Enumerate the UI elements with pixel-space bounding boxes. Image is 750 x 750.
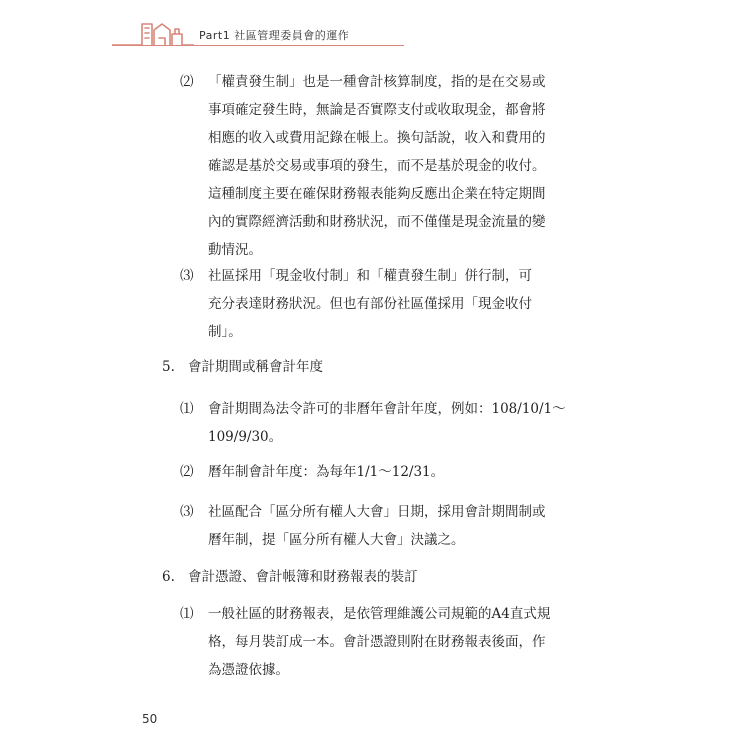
page-number: 50 [142, 712, 158, 726]
header-title: Part1 社區管理委員會的運作 [199, 29, 350, 42]
list-item-line: 為憑證依據。 [208, 662, 289, 678]
list-item-marker: ⑵ [180, 74, 194, 90]
list-item-marker: ⑵ [180, 464, 194, 480]
list-item-line: 確認是基於交易或事項的發生，而不是基於現金的收付。 [208, 158, 546, 174]
list-item-line: 這種制度主要在確保財務報表能夠反應出企業在特定期間 [208, 186, 546, 202]
header-rule [112, 45, 404, 46]
section-title: 會計期間或稱會計年度 [188, 359, 323, 375]
list-item-line: 109/9/30。 [208, 429, 283, 445]
list-item-line: 充分表達財務狀況。但也有部份社區僅採用「現金收付 [208, 296, 532, 312]
list-item-marker: ⑴ [180, 606, 194, 622]
list-item-line: 內的實際經濟活動和財務狀況，而不僅僅是現金流量的變 [208, 214, 546, 230]
section-number: 5. [162, 359, 175, 375]
list-item-line: 「權責發生制」也是一種會計核算制度，指的是在交易或 [208, 74, 546, 90]
list-item-marker: ⑶ [180, 268, 194, 284]
running-header [112, 18, 404, 48]
list-item-marker: ⑴ [180, 401, 194, 417]
list-item-line: 一般社區的財務報表，是依管理維護公司規範的A4直式規 [208, 606, 551, 622]
list-item-line: 曆年制會計年度：為每年1/1～12/31。 [208, 464, 445, 480]
list-item-line: 動情況。 [208, 242, 262, 258]
list-item-line: 相應的收入或費用記錄在帳上。換句話說，收入和費用的 [208, 130, 546, 146]
list-item-line: 制」。 [208, 324, 242, 340]
list-item-line: 社區採用「現金收付制」和「權責發生制」併行制，可 [208, 268, 532, 284]
list-item-line: 會計期間為法令許可的非曆年會計年度，例如：108/10/1～ [208, 401, 566, 417]
list-item-line: 事項確定發生時，無論是否實際支付或收取現金，都會將 [208, 102, 546, 118]
section-number: 6. [162, 569, 175, 585]
section-title: 會計憑證、會計帳簿和財務報表的裝訂 [188, 569, 418, 585]
list-item-line: 社區配合「區分所有權人大會」日期，採用會計期間制或 [208, 504, 546, 520]
house-logo-icon [112, 18, 194, 46]
list-item-line: 曆年制，提「區分所有權人大會」決議之。 [208, 532, 465, 548]
list-item-line: 格，每月裝訂成一本。會計憑證則附在財務報表後面，作 [208, 634, 546, 650]
list-item-marker: ⑶ [180, 504, 194, 520]
